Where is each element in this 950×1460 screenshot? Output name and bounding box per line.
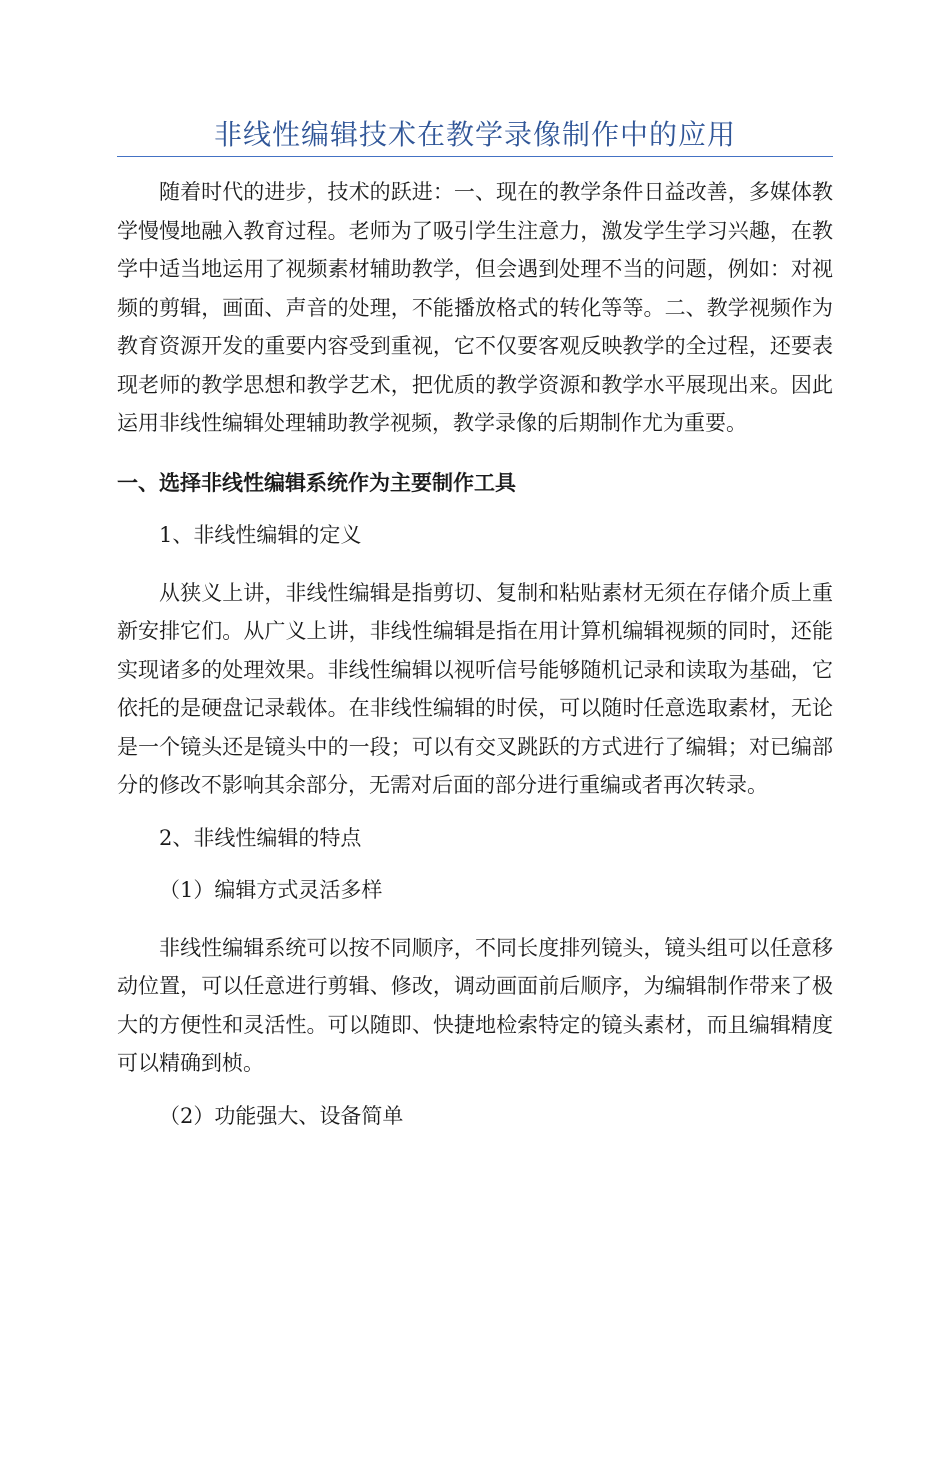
definition-paragraph: 从狭义上讲，非线性编辑是指剪切、复制和粘贴素材无须在存储介质上重新安排它们。从广义上讲，非线性编辑是指在用计算机编辑视频的同时，还能实现诸多的处理效果。非线性编辑以视听信号能够随机记录和读取为基础，它依托的是硬盘记录载体。在非线性编辑的时侯，可以随时任意选取素材，无论是一个镜头还是镜头中的一段；可以有交叉跳跃的方式进行了编辑；对已编部分的修改不影响其余部分，无需对后面的部分进行重编或者再次转录。 (117, 580, 833, 797)
document-page (0, 116, 950, 1460)
subsection-heading-features: 2、非线性编辑的特点 (159, 825, 362, 850)
page-title: 非线性编辑技术在教学录像制作中的应用 (213, 118, 736, 151)
section-heading-1: 一、选择非线性编辑系统作为主要制作工具 (117, 470, 516, 495)
point-heading-powerful: （2）功能强大、设备简单 (159, 1103, 404, 1128)
point-heading-flexible: （1）编辑方式灵活多样 (159, 877, 383, 902)
title-underline (117, 156, 833, 157)
flexible-paragraph: 非线性编辑系统可以按不同顺序，不同长度排列镜头，镜头组可以任意移动位置，可以任意进行剪辑、修改，调动画面前后顺序，为编辑制作带来了极大的方便性和灵活性。可以随即、快捷地检索特定的镜头素材，而且编辑精度可以精确到桢。 (117, 935, 833, 1075)
intro-paragraph: 随着时代的进步，技术的跃进：一、现在的教学条件日益改善，多媒体教学慢慢地融入教育过程。老师为了吸引学生注意力，激发学生学习兴趣，在教学中适当地运用了视频素材辅助教学，但会遇到处理不当的问题，例如：对视频的剪辑，画面、声音的处理，不能播放格式的转化等等。二、教学视频作为教育资源开发的重要内容受到重视，它不仅要客观反映教学的全过程，还要表现老师的教学思想和教学艺术，把优质的教学资源和教学水平展现出来。因此运用非线性编辑处理辅助教学视频，教学录像的后期制作尤为重要。 (117, 180, 833, 435)
subsection-heading-definition: 1、非线性编辑的定义 (159, 522, 362, 547)
